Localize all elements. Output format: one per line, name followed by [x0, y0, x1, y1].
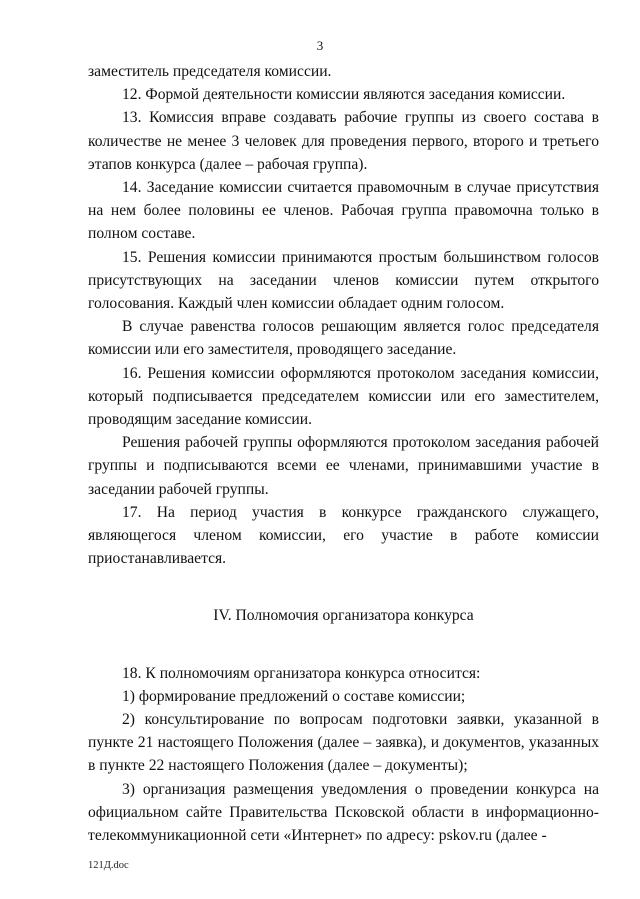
paragraph: 3) организация размещения уведомления о проведении конкурса на официальном сайте Правительства Псковской области в информационно-телекоммуникационной сети «Интернет» по адресу: pskov.ru (далее -: [88, 780, 599, 845]
footer-filename: 121Д.doc: [88, 860, 129, 871]
document-body: [88, 60, 599, 847]
paragraph: Решения рабочей группы оформляются протоколом заседания рабочей группы и подписываются всеми ее членами, принимавшими участие в заседании рабочей группы.: [88, 434, 599, 498]
paragraph: 16. Решения комиссии оформляются протоколом заседания комиссии, который подписывается председателем комиссии или его заместителем, проводящим заседание комиссии.: [88, 364, 599, 429]
paragraph: заместитель председателя комиссии.: [88, 63, 332, 80]
paragraphs-bottom: [88, 662, 599, 848]
paragraph: В случае равенства голосов решающим является голос председателя комиссии или его заместителя, проводящего заседание.: [88, 318, 599, 359]
paragraph: 14. Заседание комиссии считается правомочным в случае присутствия на нем более половины ее членов. Рабочая группа правомочна только в полном составе.: [88, 179, 599, 243]
paragraphs-top: [88, 60, 599, 570]
paragraph: 13. Комиссия вправе создавать рабочие группы из своего состава в количестве не менее 3 человек для проведения первого, второго и третьего этапов конкурса (далее – рабочая группа).: [88, 109, 599, 173]
page-number: 3: [316, 38, 324, 53]
paragraph: 17. На период участия в конкурсе гражданского служащего, являющегося членом комиссии, его участие в работе комиссии приостанавливается.: [88, 503, 599, 568]
paragraph: 18. К полномочиям организатора конкурса относится:: [122, 664, 481, 682]
paragraph: 1) формирование предложений о составе комиссии;: [122, 687, 466, 705]
paragraph: 12. Формой деятельности комиссии являются заседания комиссии.: [122, 86, 566, 104]
section-heading: IV. Полномочия организатора конкурса: [213, 607, 474, 625]
paragraph: 2) консультирование по вопросам подготовки заявки, указанной в пункте 21 настоящего Положения (далее – заявка), и документов, указанных в пункте 22 настоящего Положения (далее – документы);: [88, 711, 599, 775]
paragraph: 15. Решения комиссии принимаются простым большинством голосов присутствующих на заседании членов комиссии путем открытого голосования. Каждый член комиссии обладает одним голосом.: [88, 248, 599, 313]
